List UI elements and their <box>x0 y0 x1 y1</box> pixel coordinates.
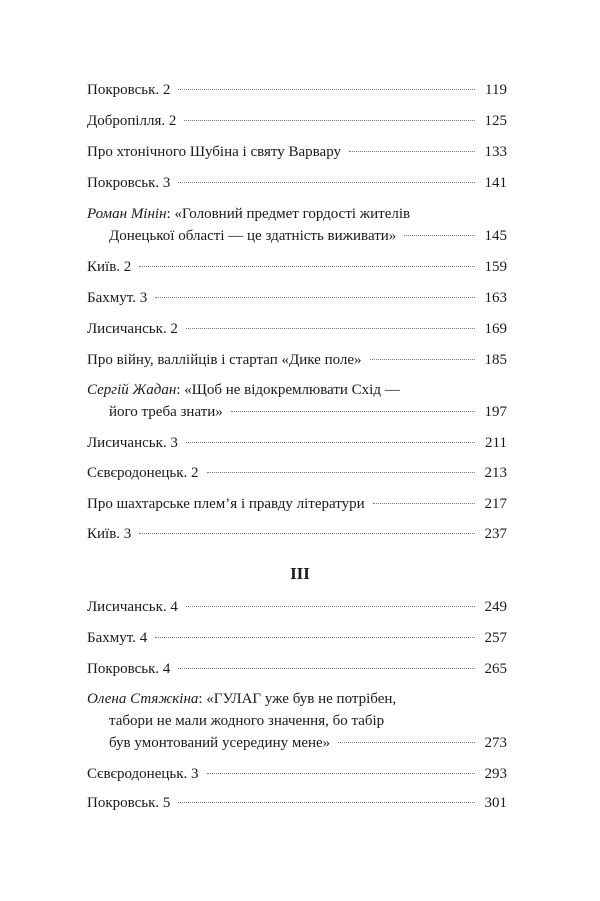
part-heading: III <box>290 564 310 583</box>
page-number: 211 <box>485 435 507 451</box>
toc-entry-interview[interactable] <box>87 203 507 247</box>
entry-title: Лисичанськ. 3 <box>87 435 178 451</box>
entry-title: Сєвєродонецьк. 2 <box>87 465 199 481</box>
interview-quote-line: : «ГУЛАГ уже був не потрібен, <box>198 691 397 707</box>
page-number: 265 <box>484 661 507 677</box>
dot-leader <box>404 235 475 236</box>
dot-leader <box>207 472 475 473</box>
toc-entry[interactable] <box>87 172 507 194</box>
page-number: 301 <box>484 795 507 811</box>
toc-entry[interactable] <box>87 110 507 132</box>
toc-entry[interactable] <box>87 79 507 101</box>
page-number: 145 <box>484 228 507 244</box>
dot-leader <box>155 297 475 298</box>
dot-leader <box>186 606 475 607</box>
interview-quote-line: : «Щоб не відокремлювати Схід — <box>176 382 400 398</box>
entry-title: Покровськ. 4 <box>87 661 171 677</box>
dot-leader <box>178 802 475 803</box>
dot-leader <box>184 120 475 121</box>
interview-author: Сергій Жадан <box>87 382 177 398</box>
entry-title: Лисичанськ. 4 <box>87 599 178 615</box>
page-number: 273 <box>484 735 507 751</box>
page-number: 125 <box>484 113 507 129</box>
interview-quote-line: Донецької області — це здатність виживати» <box>109 228 397 244</box>
dot-leader <box>373 503 475 504</box>
page-number: 249 <box>484 599 507 615</box>
toc-entry[interactable] <box>87 792 507 814</box>
dot-leader <box>155 637 475 638</box>
entry-title: Добропілля. 2 <box>87 113 177 129</box>
entry-title: Про хтонічного Шубіна і святу Варвару <box>87 144 342 160</box>
dot-leader <box>186 442 475 443</box>
dot-leader <box>178 668 475 669</box>
page-number: 197 <box>484 404 507 420</box>
page-number: 185 <box>484 352 507 368</box>
dot-leader <box>370 359 475 360</box>
page-number: 159 <box>484 259 507 275</box>
toc-entry[interactable] <box>87 462 507 484</box>
dot-leader <box>349 151 475 152</box>
dot-leader <box>231 411 475 412</box>
page-number: 133 <box>484 144 507 160</box>
entry-title: Київ. 2 <box>87 259 132 275</box>
entry-title: Про шахтарське плем’я і правду літератури <box>87 496 365 512</box>
toc-entry-interview[interactable] <box>87 688 507 754</box>
dot-leader <box>139 533 475 534</box>
entry-title: Про війну, валлійців і стартап «Дике поле» <box>87 352 362 368</box>
dot-leader <box>186 328 475 329</box>
toc-entry[interactable] <box>87 493 507 515</box>
toc-entry-interview[interactable] <box>87 379 507 423</box>
toc-entry[interactable] <box>87 349 507 371</box>
page-number: 237 <box>484 526 507 542</box>
dot-leader <box>178 182 475 183</box>
dot-leader <box>338 742 475 743</box>
page-number: 141 <box>484 175 507 191</box>
interview-author: Роман Мінін <box>87 206 167 222</box>
entry-title: Покровськ. 3 <box>87 175 171 191</box>
entry-title: Покровськ. 2 <box>87 82 171 98</box>
entry-title: Бахмут. 4 <box>87 630 148 646</box>
dot-leader <box>178 89 475 90</box>
dot-leader <box>207 773 475 774</box>
entry-title: Київ. 3 <box>87 526 132 542</box>
page-number: 257 <box>484 630 507 646</box>
toc-entry[interactable] <box>87 596 507 618</box>
toc-entry[interactable] <box>87 763 507 785</box>
toc-entry[interactable] <box>87 432 507 454</box>
toc-entry[interactable] <box>87 318 507 340</box>
entry-title: Сєвєродонецьк. 3 <box>87 766 199 782</box>
dot-leader <box>139 266 475 267</box>
page-number: 169 <box>484 321 507 337</box>
entry-title: Лисичанськ. 2 <box>87 321 178 337</box>
interview-author: Олена Стяжкіна <box>87 691 199 707</box>
interview-quote-line: : «Головний предмет гордості жителів <box>166 206 411 222</box>
page-number: 119 <box>485 82 507 98</box>
toc-entry[interactable] <box>87 287 507 309</box>
interview-quote-line: табори не мали жодного значення, бо табір <box>109 713 385 729</box>
page-number: 217 <box>484 496 507 512</box>
toc-entry[interactable] <box>87 523 507 545</box>
interview-quote-line: його треба знати» <box>109 404 223 420</box>
toc-entry[interactable] <box>87 658 507 680</box>
entry-title: Покровськ. 5 <box>87 795 171 811</box>
toc-entry[interactable] <box>87 256 507 278</box>
entry-title: Бахмут. 3 <box>87 290 148 306</box>
toc-entry[interactable] <box>87 141 507 163</box>
interview-quote-line: був умонтований усередину мене» <box>109 735 331 751</box>
toc-entry[interactable] <box>87 627 507 649</box>
page-number: 163 <box>484 290 507 306</box>
page-number: 293 <box>484 766 507 782</box>
page-number: 213 <box>484 465 507 481</box>
